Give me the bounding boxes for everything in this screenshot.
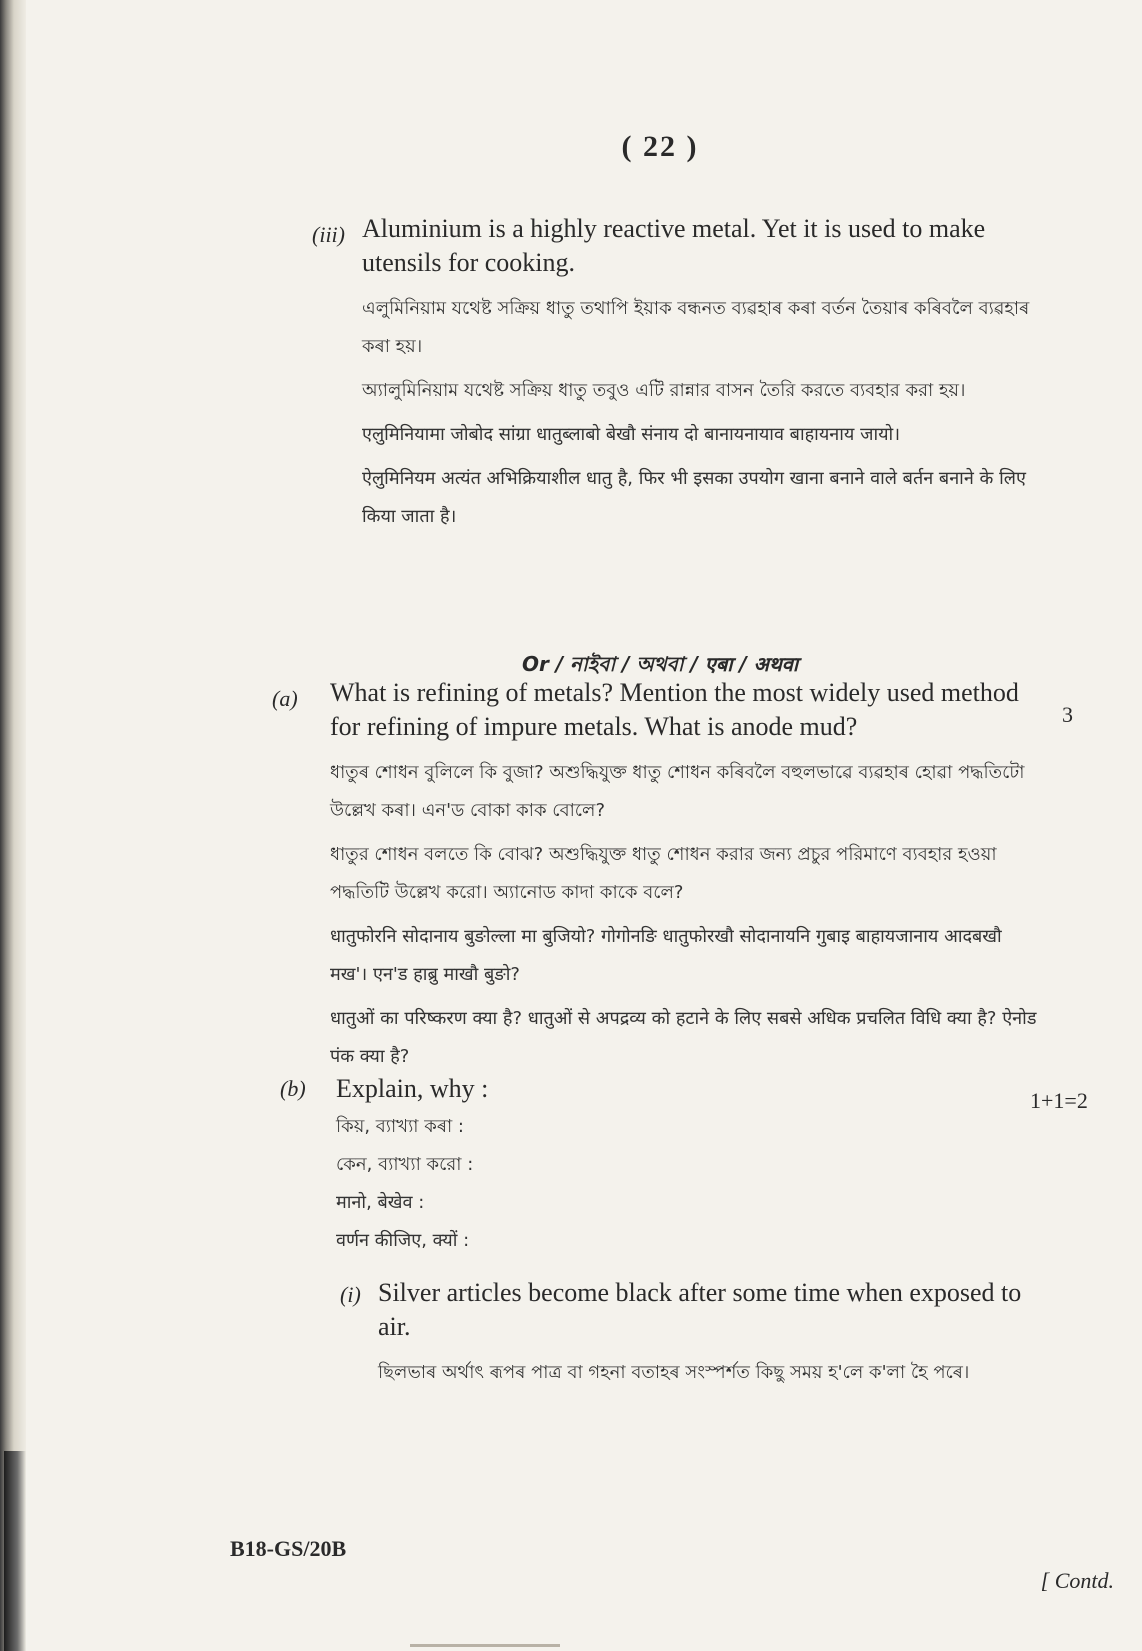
item-number: (iii) — [312, 222, 345, 247]
question-item-b — [280, 1072, 980, 1260]
question-item-a — [272, 676, 1037, 1082]
continued-label: [ Contd. — [1040, 1568, 1114, 1593]
question-text-hindi: ऐलुमिनियम अत्यंत अभिक्रियाशील धातु है, फिर भी इसका उपयोग खाना बनाने वाले बर्तन बनाने के लिए किया जाता है। — [362, 468, 1026, 527]
question-item-b-i — [340, 1276, 1037, 1398]
book-spine-shadow — [0, 0, 26, 1651]
page-edge-mark — [410, 1644, 560, 1647]
book-spine-shadow-bottom — [4, 1451, 26, 1651]
question-text-bodo: एलुमिनियामा जोबोद सांग्रा धातुब्लाबो बेखौ संनाय दो बानायनायाव बाहायनाय जायो। — [362, 424, 901, 445]
page-number: ( 22 ) — [621, 130, 699, 163]
question-item-iii — [312, 200, 1037, 542]
question-text-english: Explain, why : — [336, 1074, 489, 1103]
question-text-bodo: मानो, बेखेव : — [336, 1192, 425, 1213]
question-text-assamese: কিয়, ব্যাখ্যা কৰা : — [336, 1116, 464, 1137]
item-number: (i) — [340, 1282, 361, 1307]
marks-b: 1+1=2 — [1030, 1088, 1088, 1113]
question-text-english: Silver articles become black after some time when exposed to air. — [378, 1278, 1022, 1341]
question-text-assamese: এলুমিনিয়াম যথেষ্ট সক্রিয় ধাতু তথাপি ইয়াক বন্ধনত ব্যৱহাৰ কৰা বৰ্তন তৈয়াৰ কৰিবলৈ ব্যৱহাৰ কৰা হয়। — [362, 298, 1030, 357]
question-text-assamese: ধাতুৰ শোধন বুলিলে কি বুজা? অশুদ্ধিযুক্ত ধাতু শোধন কৰিবলৈ বহুলভাৱে ব্যৱহাৰ হোৱা পদ্ধতিটো উল্লেখ কৰা। এন'ড বোকা কাক বোলে? — [330, 762, 1025, 821]
item-number: (b) — [280, 1076, 306, 1101]
question-text-english: Aluminium is a highly reactive metal. Yet it is used to make utensils for cooking. — [362, 214, 986, 277]
paper-code: B18-GS/20B — [230, 1536, 347, 1561]
question-text-bengali: ধাতুর শোধন বলতে কি বোঝ? অশুদ্ধিযুক্ত ধাতু শোধন করার জন্য প্রচুর পরিমাণে ব্যবহার হওয়া পদ্ধতিটি উল্লেখ করো। অ্যানোড কাদা কাকে বলে? — [330, 844, 997, 903]
question-text-hindi: वर्णन कीजिए, क्यों : — [336, 1230, 470, 1251]
question-text-bengali: কেন, ব্যাখ্যা করো : — [336, 1154, 474, 1175]
question-text-english: What is refining of metals? Mention the most widely used method for refining of impure metals. What is anode mud? — [330, 678, 1019, 741]
item-number: (a) — [272, 686, 298, 711]
or-separator: Or / নাইবা / অথবা / एबा / अथवा — [521, 652, 799, 676]
marks-a: 3 — [1062, 702, 1073, 727]
question-text-bodo: धातुफोरनि सोदानाय बुङोल्ला मा बुजियो? गोगोनङि धातुफोरखौ सोदानायनि गुबाइ बाहायजानाय आदबखौ मख'। एन'ड हाब्रु माखौ बुङो? — [330, 926, 1002, 985]
question-text-assamese: ছিলভাৰ অৰ্থাৎ ৰূপৰ পাত্ৰ বা গহনা বতাহৰ সংস্পৰ্শত কিছু সময় হ'লে ক'লা হৈ পৰে। — [378, 1362, 970, 1383]
question-text-hindi: धातुओं का परिष्करण क्या है? धातुओं से अपद्रव्य को हटाने के लिए सबसे अधिक प्रचलित विधि क्या है? ऐनोड पंक क्या है? — [330, 1008, 1037, 1067]
question-text-bengali: অ্যালুমিনিয়াম যথেষ্ট সক্রিয় ধাতু তবুও এটি রান্নার বাসন তৈরি করতে ব্যবহার করা হয়। — [362, 380, 966, 401]
